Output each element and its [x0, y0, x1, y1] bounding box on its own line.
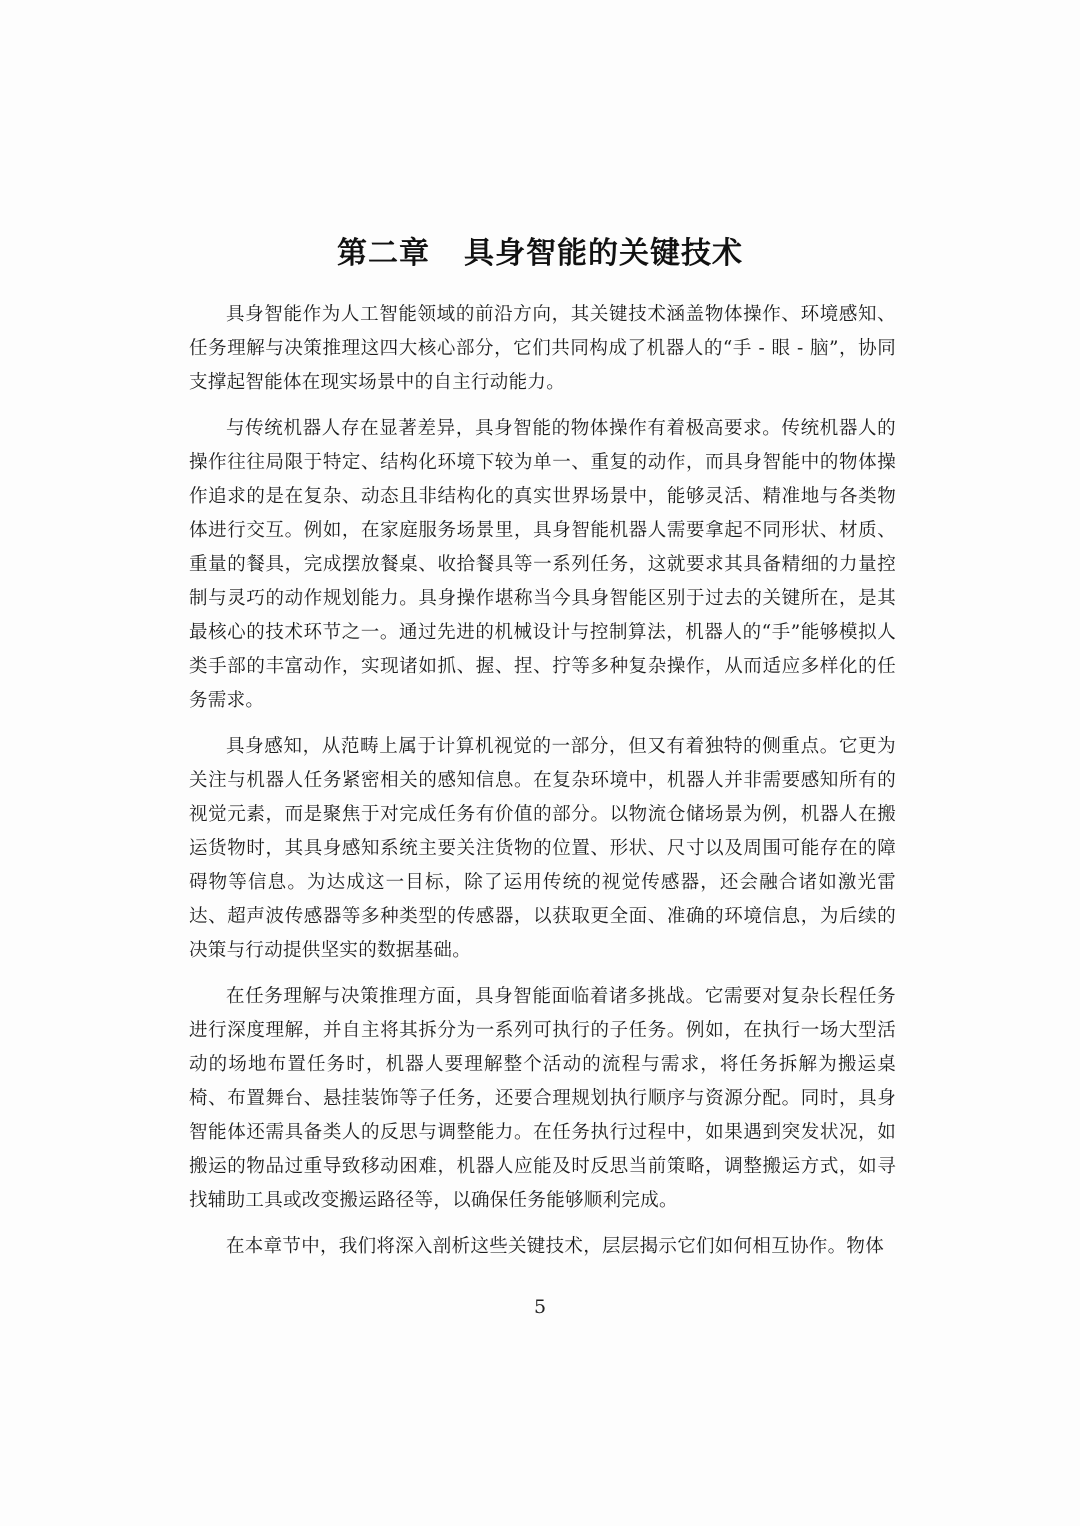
paragraph-intro: 具身智能作为人工智能领域的前沿方向，其关键技术涵盖物体操作、环境感知、任务理解与决策推理这四大核心部分，它们共同构成了机器人的“手 - 眼 - 脑”，协同支撑起智能体在现实场景中的自主行动能力。 [189, 304, 896, 393]
paragraph-object-manipulation: 与传统机器人存在显著差异，具身智能的物体操作有着极高要求。传统机器人的操作往往局限于特定、结构化环境下较为单一、重复的动作，而具身智能中的物体操作追求的是在复杂、动态且非结构化的真实世界场景中，能够灵活、精准地与各类物体进行交互。例如，在家庭服务场景里，具身智能机器人需要拿起不同形状、材质、重量的餐具，完成摆放餐桌、收拾餐具等一系列任务，这就要求其具备精细的力量控制与灵巧的动作规划能力。具身操作堪称当今具身智能区别于过去的关键所在，是其最核心的技术环节之一。通过先进的机械设计与控制算法，机器人的“手”能够模拟人类手部的丰富动作，实现诸如抓、握、捏、拧等多种复杂操作，从而适应多样化的任务需求。 [189, 418, 896, 711]
paragraph-task-reasoning: 在任务理解与决策推理方面，具身智能面临着诸多挑战。它需要对复杂长程任务进行深度理解，并自主将其拆分为一系列可执行的子任务。例如，在执行一场大型活动的场地布置任务时，机器人要理解整个活动的流程与需求，将任务拆解为搬运桌椅、布置舞台、悬挂装饰等子任务，还要合理规划执行顺序与资源分配。同时，具身智能体还需具备类人的反思与调整能力。在任务执行过程中，如果遇到突发状况，如搬运的物品过重导致移动困难，机器人应能及时反思当前策略，调整搬运方式，如寻找辅助工具或改变搬运路径等，以确保任务能够顺利完成。 [189, 986, 896, 1211]
chapter-body [189, 298, 896, 1276]
paragraph-embodied-perception: 具身感知，从范畴上属于计算机视觉的一部分，但又有着独特的侧重点。它更为关注与机器人任务紧密相关的感知信息。在复杂环境中，机器人并非需要感知所有的视觉元素，而是聚焦于对完成任务有价值的部分。以物流仓储场景为例，机器人在搬运货物时，其具身感知系统主要关注货物的位置、形状、尺寸以及周围可能存在的障碍物等信息。为达成这一目标，除了运用传统的视觉传感器，还会融合诸如激光雷达、超声波传感器等多种类型的传感器，以获取更全面、准确的环境信息，为后续的决策与行动提供坚实的数据基础。 [189, 736, 896, 961]
chapter-heading [0, 228, 1080, 272]
paragraph-chapter-overview: 在本章节中，我们将深入剖析这些关键技术，层层揭示它们如何相互协作。物体 [226, 1236, 885, 1257]
chapter-title: 具身智能的关键技术 [464, 236, 743, 271]
page-number: 5 [533, 1296, 547, 1318]
chapter-number: 第二章 [337, 236, 430, 271]
